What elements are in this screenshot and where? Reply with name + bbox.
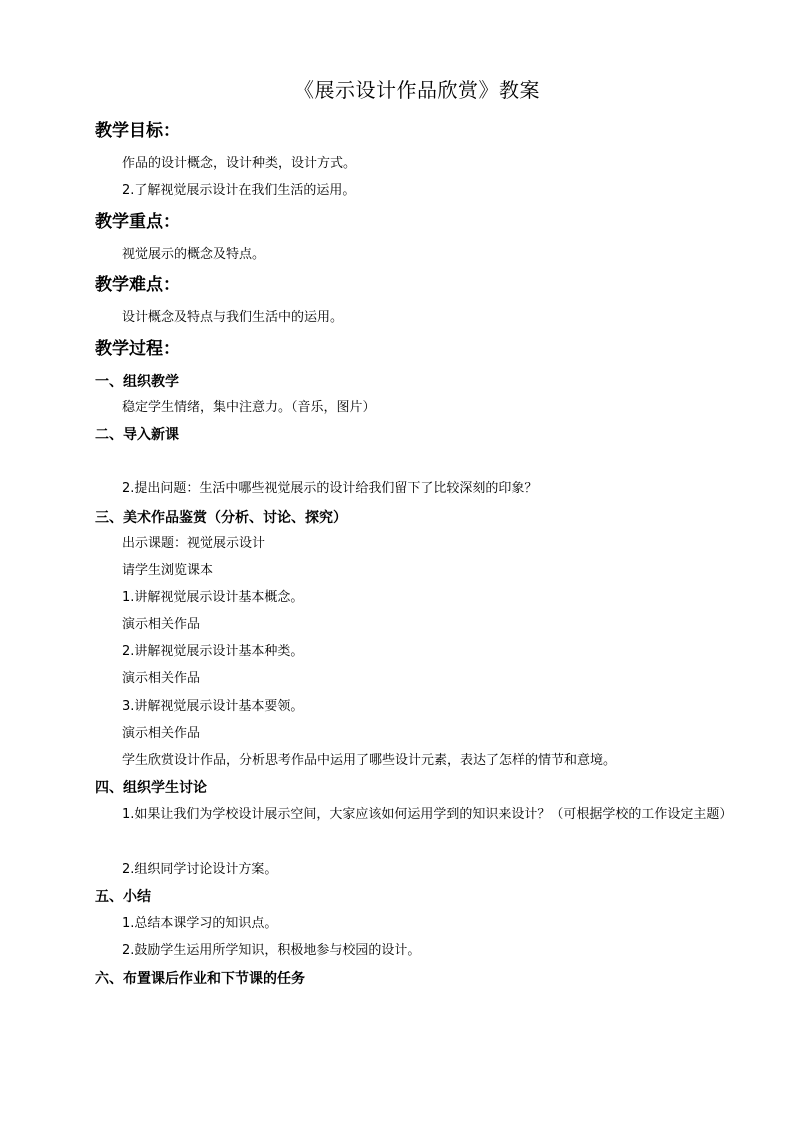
process-heading: 教学过程： — [95, 339, 180, 359]
section-item: 演示相关作品 — [122, 726, 201, 741]
difficulties-text: 设计概念及特点与我们生活中的运用。 — [122, 310, 344, 325]
key-points-heading: 教学重点： — [95, 212, 180, 232]
section-item: 2.提出问题：生活中哪些视觉展示的设计给我们留下了比较深刻的印象？ — [122, 481, 538, 496]
difficulties-heading: 教学难点： — [95, 275, 180, 295]
section-heading: 四、组织学生讨论 — [95, 780, 207, 796]
section-heading: 五、小结 — [95, 889, 151, 905]
section-item: 演示相关作品 — [122, 671, 201, 686]
section-heading: 二、导入新课 — [95, 427, 179, 443]
key-points-text: 视觉展示的概念及特点。 — [122, 247, 266, 262]
document-title: 《展示设计作品欣赏》教案 — [294, 78, 540, 102]
section-heading: 一、组织教学 — [95, 374, 179, 390]
section-item: 请学生浏览课本 — [122, 563, 214, 578]
section-item: 学生欣赏设计作品，分析思考作品中运用了哪些设计元素，表达了怎样的情节和意境。 — [122, 753, 617, 768]
objectives-heading: 教学目标： — [95, 121, 180, 141]
section-heading: 六、布置课后作业和下节课的任务 — [95, 971, 305, 987]
section-item: 1.讲解视觉展示设计基本概念。 — [122, 590, 304, 605]
section-heading: 三、美术作品鉴赏（分析、讨论、探究） — [95, 510, 347, 526]
objective-item: 2.了解视觉展示设计在我们生活的运用。 — [122, 183, 356, 198]
section-item: 2.组织同学讨论设计方案。 — [122, 862, 278, 877]
section-item: 2.讲解视觉展示设计基本种类。 — [122, 644, 304, 659]
objective-item: 作品的设计概念，设计种类，设计方式。 — [122, 156, 357, 171]
section-item: 演示相关作品 — [122, 617, 201, 632]
section-item: 稳定学生情绪，集中注意力。（音乐，图片） — [122, 400, 376, 415]
section-item: 1.总结本课学习的知识点。 — [122, 916, 278, 931]
section-item: 1.如果让我们为学校设计展示空间，大家应该如何运用学到的知识来设计？（可根据学校的工作设定主题） — [122, 807, 733, 822]
section-item: 2.鼓励学生运用所学知识，积极地参与校园的设计。 — [122, 943, 421, 958]
section-item: 出示课题：视觉展示设计 — [122, 536, 266, 551]
section-item: 3.讲解视觉展示设计基本要领。 — [122, 699, 304, 714]
